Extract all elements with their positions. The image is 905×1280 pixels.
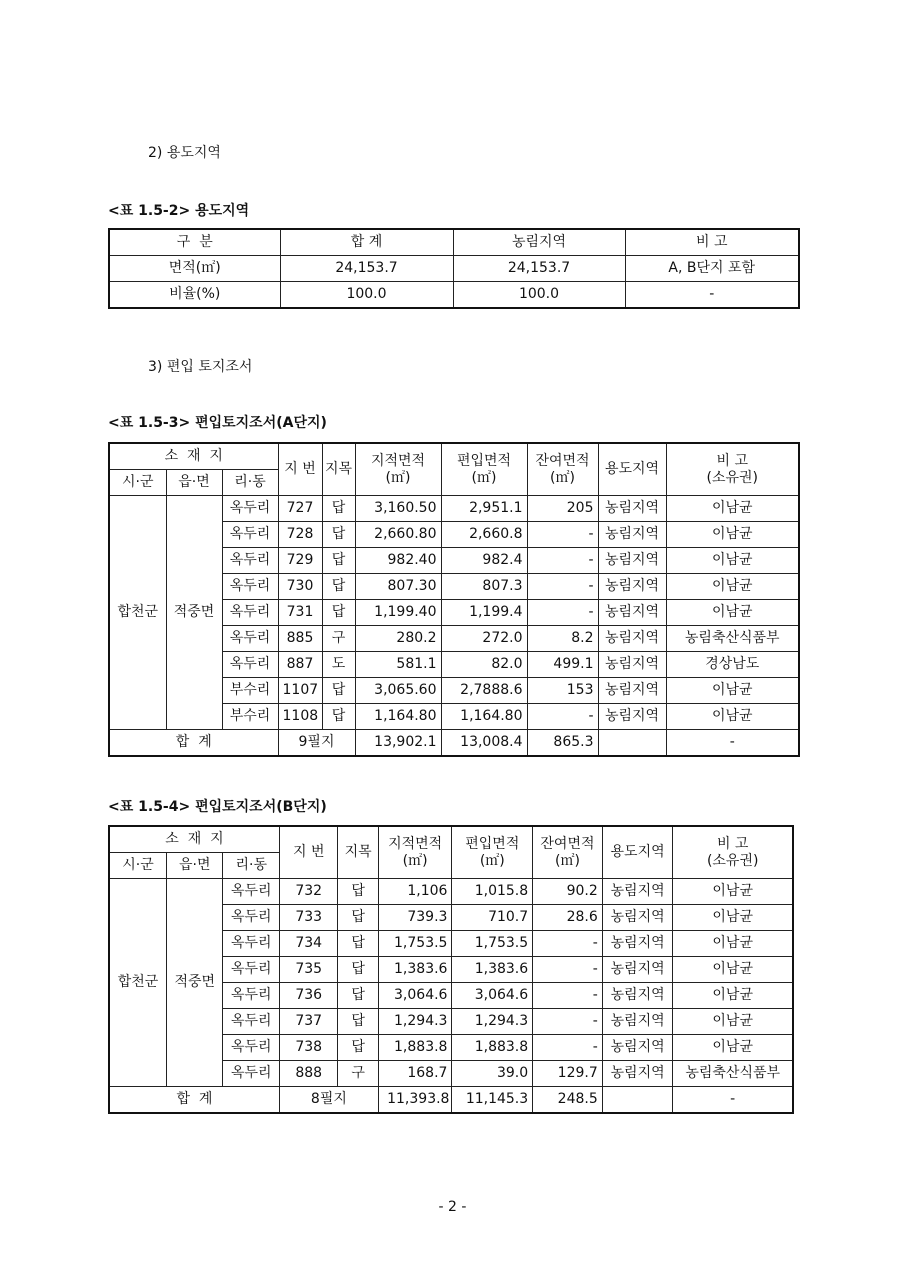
area-incorporated-cell: 82.0 xyxy=(441,652,527,678)
jibeon-cell: 735 xyxy=(279,957,338,983)
ridong-cell: 옥두리 xyxy=(222,496,278,522)
header-area-cadastral xyxy=(355,443,441,496)
area-remaining-cell: 8.2 xyxy=(527,626,598,652)
total-count: 9필지 xyxy=(278,730,355,757)
area-cadastral-cell: 2,660.80 xyxy=(355,522,441,548)
header-zone: 용도지역 xyxy=(598,443,666,496)
ridong-cell: 부수리 xyxy=(222,704,278,730)
jibeon-cell: 1108 xyxy=(278,704,322,730)
jibeon-cell: 728 xyxy=(278,522,322,548)
jimok-cell: 답 xyxy=(322,600,355,626)
area-remaining-cell: - xyxy=(527,522,598,548)
sigun-cell: 합천군 xyxy=(109,879,167,1087)
area-incorporated-cell: 1,383.6 xyxy=(452,957,533,983)
area-remaining-cell: - xyxy=(533,931,603,957)
header-unit: (㎡) xyxy=(479,852,505,869)
jimok-cell: 답 xyxy=(338,1035,378,1061)
area-incorporated-cell: 1,015.8 xyxy=(452,879,533,905)
table-cell: 면적(㎡) xyxy=(109,256,280,282)
table-caption-land-a: <표 1.5-3> 편입토지조서(A단지) xyxy=(108,415,327,431)
jibeon-cell: 736 xyxy=(279,983,338,1009)
zone-cell: 농림지역 xyxy=(602,957,673,983)
table-caption-zoning: <표 1.5-2> 용도지역 xyxy=(108,203,250,219)
header-cell: 비 고 xyxy=(625,229,799,256)
table-caption-land-b: <표 1.5-4> 편입토지조서(B단지) xyxy=(108,799,327,815)
ridong-cell: 옥두리 xyxy=(223,905,279,931)
total-note: - xyxy=(673,1087,793,1114)
total-area-remaining: 248.5 xyxy=(533,1087,603,1114)
area-cadastral-cell: 1,383.6 xyxy=(378,957,452,983)
header-label: 편입면적 xyxy=(465,836,520,853)
jimok-cell: 답 xyxy=(338,957,378,983)
area-incorporated-cell: 1,199.4 xyxy=(441,600,527,626)
area-cadastral-cell: 1,883.8 xyxy=(378,1035,452,1061)
jimok-cell: 답 xyxy=(322,704,355,730)
header-jimok: 지목 xyxy=(338,826,378,879)
ridong-cell: 부수리 xyxy=(222,678,278,704)
jimok-cell: 답 xyxy=(338,1009,378,1035)
total-area-remaining: 865.3 xyxy=(527,730,598,757)
jibeon-cell: 1107 xyxy=(278,678,322,704)
owner-cell: 이남균 xyxy=(666,496,799,522)
header-unit: (㎡) xyxy=(471,469,497,486)
area-incorporated-cell: 982.4 xyxy=(441,548,527,574)
area-cadastral-cell: 3,064.6 xyxy=(378,983,452,1009)
total-label: 합 계 xyxy=(109,730,278,757)
area-cadastral-cell: 1,164.80 xyxy=(355,704,441,730)
area-incorporated-cell: 1,753.5 xyxy=(452,931,533,957)
owner-cell: 이남균 xyxy=(673,905,793,931)
table-cell: A, B단지 포함 xyxy=(625,256,799,282)
owner-cell: 농림축산식품부 xyxy=(673,1061,793,1087)
area-remaining-cell: 153 xyxy=(527,678,598,704)
area-incorporated-cell: 3,064.6 xyxy=(452,983,533,1009)
jibeon-cell: 733 xyxy=(279,905,338,931)
area-remaining-cell: - xyxy=(533,983,603,1009)
owner-cell: 이남균 xyxy=(666,548,799,574)
jibeon-cell: 738 xyxy=(279,1035,338,1061)
zone-cell: 농림지역 xyxy=(598,496,666,522)
header-sigun: 시·군 xyxy=(109,853,167,879)
ridong-cell: 옥두리 xyxy=(223,983,279,1009)
area-remaining-cell: 499.1 xyxy=(527,652,598,678)
zone-cell: 농림지역 xyxy=(598,652,666,678)
eupmyeon-cell: 적중면 xyxy=(166,496,222,730)
area-remaining-cell: 90.2 xyxy=(533,879,603,905)
header-ridong: 리·동 xyxy=(223,853,279,879)
table-header-row xyxy=(109,826,793,853)
header-area-incorporated xyxy=(452,826,533,879)
area-incorporated-cell: 1,883.8 xyxy=(452,1035,533,1061)
owner-cell: 이남균 xyxy=(673,879,793,905)
header-eupmyeon: 읍·면 xyxy=(167,853,223,879)
jibeon-cell: 732 xyxy=(279,879,338,905)
jimok-cell: 구 xyxy=(338,1061,378,1087)
header-location: 소 재 지 xyxy=(109,826,279,853)
header-unit: (㎡) xyxy=(554,852,580,869)
total-area-incorporated: 11,145.3 xyxy=(452,1087,533,1114)
ridong-cell: 옥두리 xyxy=(222,600,278,626)
total-area-cadastral: 13,902.1 xyxy=(355,730,441,757)
header-area-remaining xyxy=(533,826,603,879)
header-owner: (소유권) xyxy=(706,469,758,486)
area-remaining-cell: - xyxy=(533,1009,603,1035)
header-unit: (㎡) xyxy=(385,469,411,486)
zone-cell: 농림지역 xyxy=(602,905,673,931)
header-cell: 농림지역 xyxy=(453,229,625,256)
ridong-cell: 옥두리 xyxy=(223,931,279,957)
area-remaining-cell: - xyxy=(527,548,598,574)
total-zone xyxy=(598,730,666,757)
zone-cell: 농림지역 xyxy=(598,626,666,652)
header-owner: (소유권) xyxy=(706,852,759,869)
zone-cell: 농림지역 xyxy=(598,522,666,548)
total-area-cadastral: 11,393.8 xyxy=(378,1087,452,1114)
area-cadastral-cell: 1,294.3 xyxy=(378,1009,452,1035)
area-incorporated-cell: 807.3 xyxy=(441,574,527,600)
area-cadastral-cell: 982.40 xyxy=(355,548,441,574)
jimok-cell: 답 xyxy=(322,496,355,522)
section-heading-zoning: 2) 용도지역 xyxy=(148,145,221,161)
header-location: 소 재 지 xyxy=(109,443,278,470)
jimok-cell: 답 xyxy=(322,548,355,574)
jimok-cell: 답 xyxy=(338,983,378,1009)
header-label: 비 고 xyxy=(716,836,749,853)
header-label: 편입면적 xyxy=(456,453,512,470)
area-remaining-cell: 205 xyxy=(527,496,598,522)
area-remaining-cell: 129.7 xyxy=(533,1061,603,1087)
jibeon-cell: 730 xyxy=(278,574,322,600)
jibeon-cell: 887 xyxy=(278,652,322,678)
area-cadastral-cell: 3,160.50 xyxy=(355,496,441,522)
jibeon-cell: 727 xyxy=(278,496,322,522)
zone-cell: 농림지역 xyxy=(598,548,666,574)
area-incorporated-cell: 710.7 xyxy=(452,905,533,931)
table-cell: 100.0 xyxy=(280,282,453,309)
jimok-cell: 답 xyxy=(322,678,355,704)
area-cadastral-cell: 1,753.5 xyxy=(378,931,452,957)
header-label: 잔여면적 xyxy=(535,453,590,470)
header-label: 지적면적 xyxy=(370,453,426,470)
jimok-cell: 답 xyxy=(322,574,355,600)
ridong-cell: 옥두리 xyxy=(222,548,278,574)
table-row xyxy=(109,282,799,309)
area-cadastral-cell: 168.7 xyxy=(378,1061,452,1087)
header-area-remaining xyxy=(527,443,598,496)
header-ridong: 리·동 xyxy=(222,470,278,496)
header-eupmyeon: 읍·면 xyxy=(166,470,222,496)
ridong-cell: 옥두리 xyxy=(223,957,279,983)
zone-cell: 농림지역 xyxy=(598,574,666,600)
header-unit: (㎡) xyxy=(550,469,575,486)
area-cadastral-cell: 581.1 xyxy=(355,652,441,678)
jibeon-cell: 734 xyxy=(279,931,338,957)
table-total-row xyxy=(109,1087,793,1114)
ridong-cell: 옥두리 xyxy=(223,1061,279,1087)
zoning-table xyxy=(108,228,800,309)
header-jibeon: 지 번 xyxy=(279,826,338,879)
ridong-cell: 옥두리 xyxy=(222,626,278,652)
header-note xyxy=(666,443,799,496)
header-label: 잔여면적 xyxy=(540,836,595,853)
table-row xyxy=(109,879,793,905)
zone-cell: 농림지역 xyxy=(598,704,666,730)
jimok-cell: 답 xyxy=(338,905,378,931)
table-total-row xyxy=(109,730,799,757)
ridong-cell: 옥두리 xyxy=(223,1009,279,1035)
area-incorporated-cell: 39.0 xyxy=(452,1061,533,1087)
area-cadastral-cell: 1,199.40 xyxy=(355,600,441,626)
area-remaining-cell: - xyxy=(533,957,603,983)
area-remaining-cell: - xyxy=(527,704,598,730)
area-incorporated-cell: 2,7888.6 xyxy=(441,678,527,704)
jibeon-cell: 731 xyxy=(278,600,322,626)
header-label: 지적면적 xyxy=(388,836,443,853)
zone-cell: 농림지역 xyxy=(602,1035,673,1061)
header-cell: 구 분 xyxy=(109,229,280,256)
ridong-cell: 옥두리 xyxy=(223,1035,279,1061)
ridong-cell: 옥두리 xyxy=(222,522,278,548)
area-remaining-cell: - xyxy=(533,1035,603,1061)
owner-cell: 이남균 xyxy=(673,931,793,957)
table-header-row xyxy=(109,229,799,256)
header-area-incorporated xyxy=(441,443,527,496)
header-note xyxy=(673,826,793,879)
jimok-cell: 도 xyxy=(322,652,355,678)
area-incorporated-cell: 272.0 xyxy=(441,626,527,652)
area-remaining-cell: 28.6 xyxy=(533,905,603,931)
jimok-cell: 구 xyxy=(322,626,355,652)
header-zone: 용도지역 xyxy=(602,826,673,879)
ridong-cell: 옥두리 xyxy=(222,574,278,600)
table-row xyxy=(109,256,799,282)
owner-cell: 이남균 xyxy=(673,983,793,1009)
jibeon-cell: 729 xyxy=(278,548,322,574)
table-cell: 비율(%) xyxy=(109,282,280,309)
area-cadastral-cell: 807.30 xyxy=(355,574,441,600)
owner-cell: 이남균 xyxy=(666,600,799,626)
ridong-cell: 옥두리 xyxy=(223,879,279,905)
area-cadastral-cell: 3,065.60 xyxy=(355,678,441,704)
owner-cell: 이남균 xyxy=(666,678,799,704)
table-header-row xyxy=(109,443,799,470)
jibeon-cell: 737 xyxy=(279,1009,338,1035)
page-number: - 2 - xyxy=(438,1199,467,1215)
owner-cell: 이남균 xyxy=(666,704,799,730)
header-area-cadastral xyxy=(378,826,452,879)
table-cell: 24,153.7 xyxy=(453,256,625,282)
area-incorporated-cell: 2,951.1 xyxy=(441,496,527,522)
zone-cell: 농림지역 xyxy=(602,1061,673,1087)
land-survey-table-b xyxy=(108,825,794,1114)
section-heading-land-survey: 3) 편입 토지조서 xyxy=(148,359,253,375)
header-unit: (㎡) xyxy=(402,852,428,869)
area-cadastral-cell: 280.2 xyxy=(355,626,441,652)
eupmyeon-cell: 적중면 xyxy=(167,879,223,1087)
zone-cell: 농림지역 xyxy=(598,600,666,626)
zone-cell: 농림지역 xyxy=(602,983,673,1009)
area-incorporated-cell: 1,294.3 xyxy=(452,1009,533,1035)
sigun-cell: 합천군 xyxy=(109,496,166,730)
area-incorporated-cell: 2,660.8 xyxy=(441,522,527,548)
header-cell: 합 계 xyxy=(280,229,453,256)
total-note: - xyxy=(666,730,799,757)
owner-cell: 이남균 xyxy=(673,957,793,983)
zone-cell: 농림지역 xyxy=(602,1009,673,1035)
table-cell: 24,153.7 xyxy=(280,256,453,282)
total-area-incorporated: 13,008.4 xyxy=(441,730,527,757)
total-label: 합 계 xyxy=(109,1087,279,1114)
jimok-cell: 답 xyxy=(322,522,355,548)
total-zone xyxy=(602,1087,673,1114)
owner-cell: 이남균 xyxy=(673,1035,793,1061)
jimok-cell: 답 xyxy=(338,931,378,957)
zone-cell: 농림지역 xyxy=(598,678,666,704)
land-survey-table-a xyxy=(108,442,800,757)
table-row xyxy=(109,496,799,522)
area-incorporated-cell: 1,164.80 xyxy=(441,704,527,730)
owner-cell: 경상남도 xyxy=(666,652,799,678)
owner-cell: 이남균 xyxy=(666,574,799,600)
total-count: 8필지 xyxy=(279,1087,378,1114)
area-cadastral-cell: 739.3 xyxy=(378,905,452,931)
area-cadastral-cell: 1,106 xyxy=(378,879,452,905)
table-cell: 100.0 xyxy=(453,282,625,309)
header-jibeon: 지 번 xyxy=(278,443,322,496)
ridong-cell: 옥두리 xyxy=(222,652,278,678)
owner-cell: 이남균 xyxy=(666,522,799,548)
header-label: 비 고 xyxy=(716,453,748,470)
owner-cell: 농림축산식품부 xyxy=(666,626,799,652)
jibeon-cell: 888 xyxy=(279,1061,338,1087)
zone-cell: 농림지역 xyxy=(602,879,673,905)
header-sigun: 시·군 xyxy=(109,470,166,496)
area-remaining-cell: - xyxy=(527,574,598,600)
owner-cell: 이남균 xyxy=(673,1009,793,1035)
jibeon-cell: 885 xyxy=(278,626,322,652)
table-cell: - xyxy=(625,282,799,309)
header-jimok: 지목 xyxy=(322,443,355,496)
jimok-cell: 답 xyxy=(338,879,378,905)
area-remaining-cell: - xyxy=(527,600,598,626)
zone-cell: 농림지역 xyxy=(602,931,673,957)
